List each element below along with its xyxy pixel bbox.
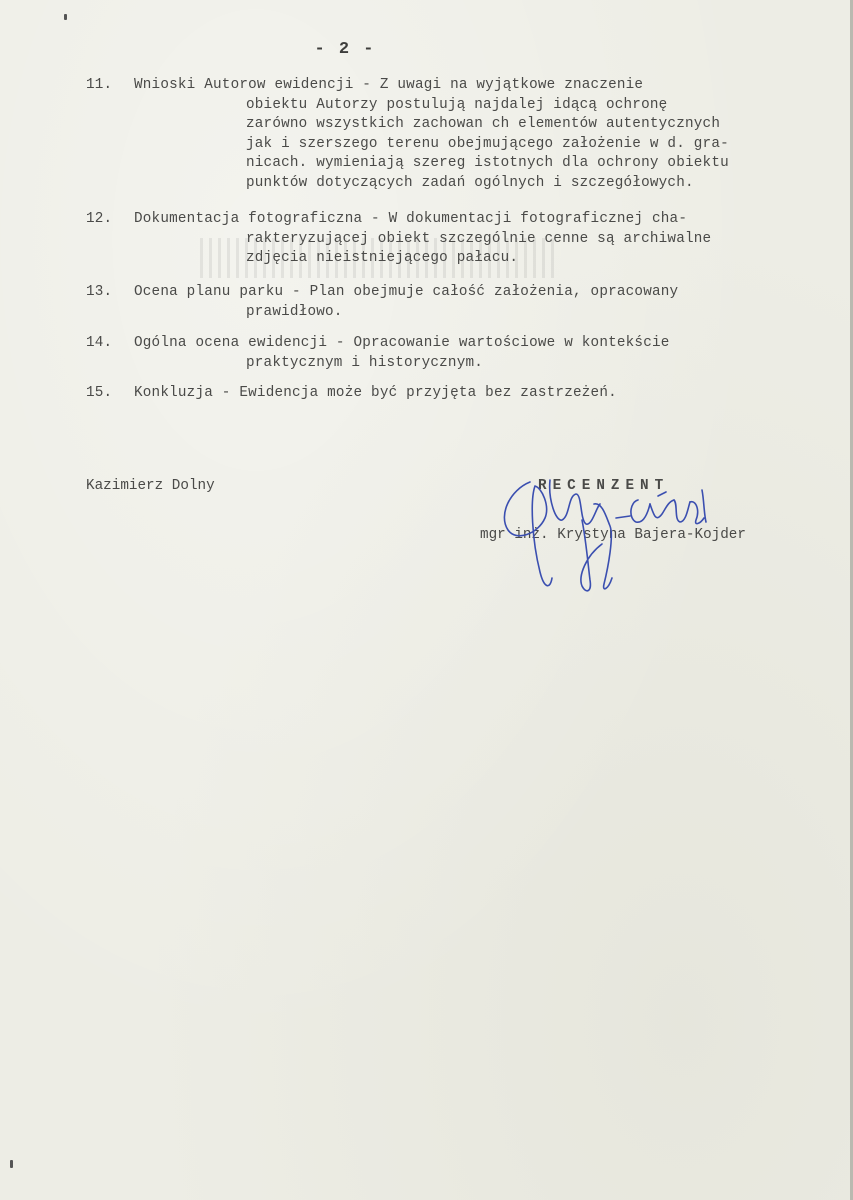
item-line: punktów dotyczących zadań ogólnych i szczegółowych. [246, 174, 694, 191]
list-item [86, 210, 826, 269]
item-text [134, 283, 826, 322]
item-line: nicach. wymieniają szereg istotnych dla ochrony obiektu [246, 155, 729, 171]
page-number: - 2 - [314, 40, 376, 59]
item-line: rakteryzującej obiekt szczególnie cenne są archiwalne [246, 230, 712, 247]
item-line: Wnioski Autorow ewidencji - Z uwagi na wyjątkowe znaczenie [134, 77, 644, 93]
item-line: zarówno wszystkich zachowan ch elementów autentycznych [246, 116, 721, 132]
item-line: jak i szerszego terenu obejmującego założenie w d. gra- [246, 135, 729, 152]
item-line: Dokumentacja fotograficzna - W dokumentacji fotograficznej cha- [134, 211, 688, 227]
list-item [86, 384, 826, 404]
item-number: 15. [86, 385, 113, 401]
item-line: Konkluzja - Ewidencja może być przyjęta bez zastrzeżeń. [134, 385, 617, 401]
reviewer-title: RECENZENT [538, 478, 670, 494]
item-text [134, 210, 826, 269]
item-text [134, 76, 826, 193]
item-text [134, 384, 826, 404]
item-line: obiektu Autorzy postulują najdalej idącą ochronę [246, 96, 668, 113]
item-number: 12. [86, 211, 113, 227]
margin-mark [10, 1160, 13, 1168]
handwritten-signature [490, 460, 720, 600]
list-item [86, 283, 826, 322]
item-number: 13. [86, 284, 113, 300]
item-line: zdjęcia nieistniejącego pałacu. [246, 250, 519, 266]
item-line: praktycznym i historycznym. [246, 354, 484, 371]
item-line: Ocena planu parku - Plan obejmuje całość założenia, opracowany [134, 284, 679, 300]
item-line: prawidłowo. [246, 303, 343, 320]
item-text [134, 334, 826, 373]
list-item [86, 76, 826, 193]
item-line: Ogólna ocena ewidencji - Opracowanie wartościowe w kontekście [134, 335, 670, 351]
item-number: 11. [86, 77, 113, 93]
reviewer-name: mgr inż. Krystyna Bajera-Kojder [480, 527, 746, 543]
item-number: 14. [86, 335, 113, 351]
corner-mark [64, 14, 67, 20]
place-name: Kazimierz Dolny [86, 478, 215, 494]
list-item [86, 334, 826, 373]
